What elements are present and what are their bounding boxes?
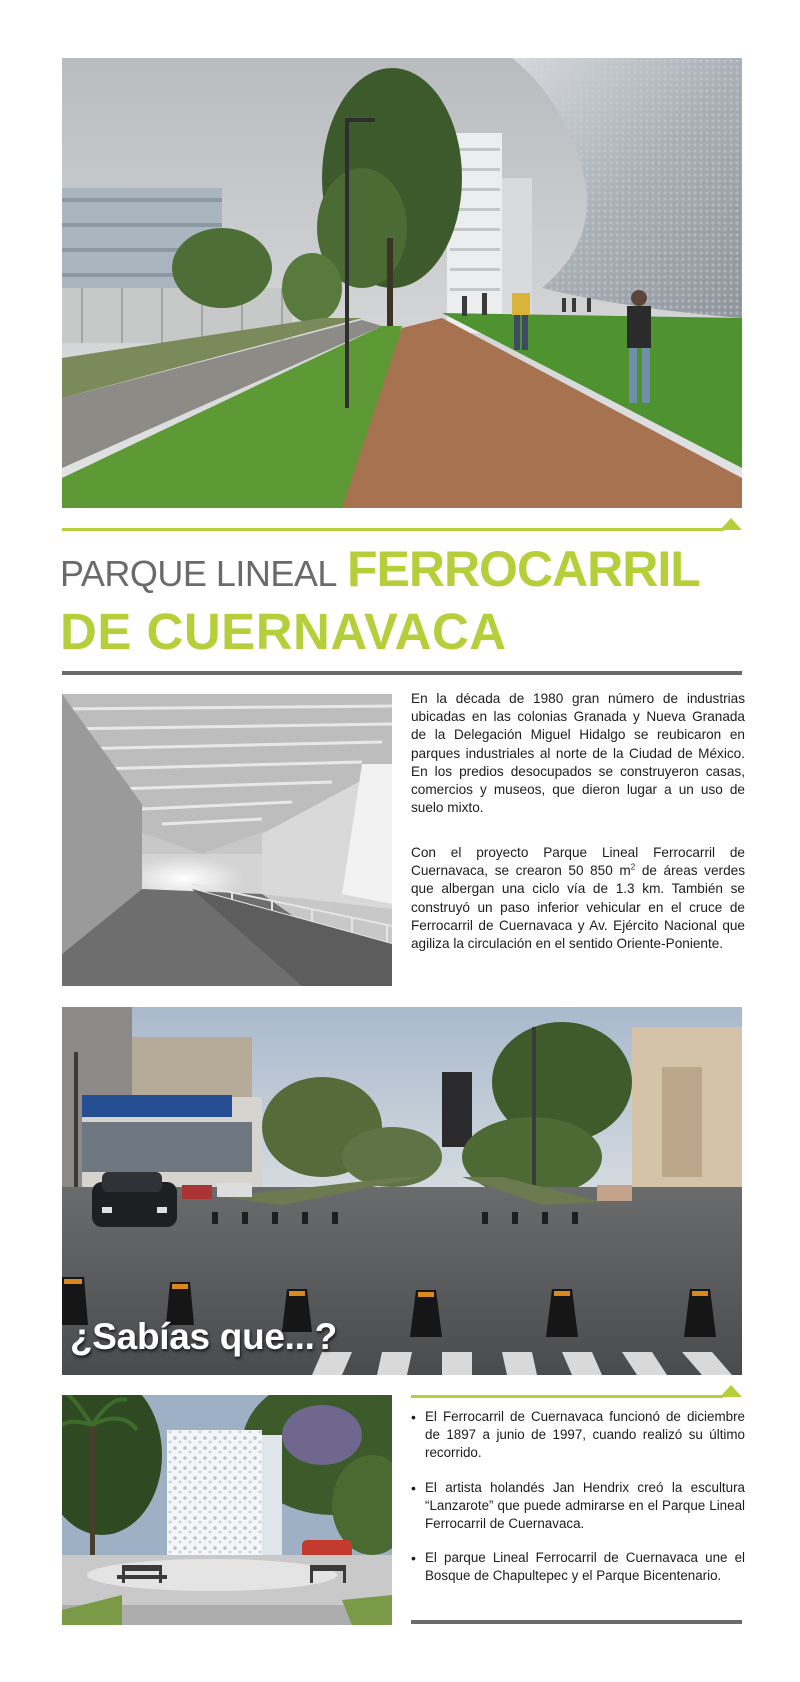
title-light-text: PARQUE LINEAL xyxy=(60,553,337,594)
facts-bottom-rule xyxy=(411,1620,742,1624)
triangle-marker-icon xyxy=(720,518,742,530)
page-title xyxy=(60,540,750,598)
facts-list xyxy=(411,1408,745,1602)
title-top-rule xyxy=(62,528,724,531)
triangle-marker-icon xyxy=(720,1385,742,1397)
page-title-line2: DE CUERNAVACA xyxy=(60,603,507,660)
project-paragraph-text: Con el proyecto Parque Lineal Ferrocarril de Cuernavaca, se crearon 50 850 m xyxy=(411,845,745,879)
facts-top-rule xyxy=(411,1395,723,1398)
project-paragraph xyxy=(411,844,745,953)
superscript: 2 xyxy=(630,862,636,872)
title-bold-text: FERROCARRIL xyxy=(346,541,700,597)
project-paragraph-text-2: de áreas verdes que albergan una ciclo vía de 1.3 km. También se construyó un paso inferior vehicular en el cruce de Ferrocarril de Cuernavaca y Av. Ejército Nacional que agiliza la circulación en el sentido Oriente-Poniente. xyxy=(411,863,745,952)
list-item: • El Ferrocarril de Cuernavaca funcionó de diciembre de 1897 a junio de 1997, cuando realizó su último recorrido. xyxy=(411,1408,745,1463)
list-item: • El parque Lineal Ferrocarril de Cuernavaca une el Bosque de Chapultepec y el Parque Bicentenario. xyxy=(411,1549,745,1585)
intro-paragraph: En la década de 1980 gran número de industrias ubicadas en las colonias Granada y Nueva Granada de la Delegación Miguel Hidalgo se reubicaron en parques industriales al norte de la Ciudad de México. En los predios desocupados se construyeron casas, comercios y museos, que dieron lugar a un uso de suelo mixto. xyxy=(411,691,745,816)
lanzarote-sculpture-photo xyxy=(62,1395,392,1625)
list-item: • El artista holandés Jan Hendrix creó la escultura “Lanzarote” que puede admirarse en el Parque Lineal Ferrocarril de Cuernavaca. xyxy=(411,1479,745,1534)
did-you-know-heading: ¿Sabías que...? xyxy=(70,1316,337,1357)
hero-park-photo xyxy=(62,58,742,508)
title-bottom-rule xyxy=(62,671,742,675)
underpass-tunnel-photo xyxy=(62,694,392,986)
